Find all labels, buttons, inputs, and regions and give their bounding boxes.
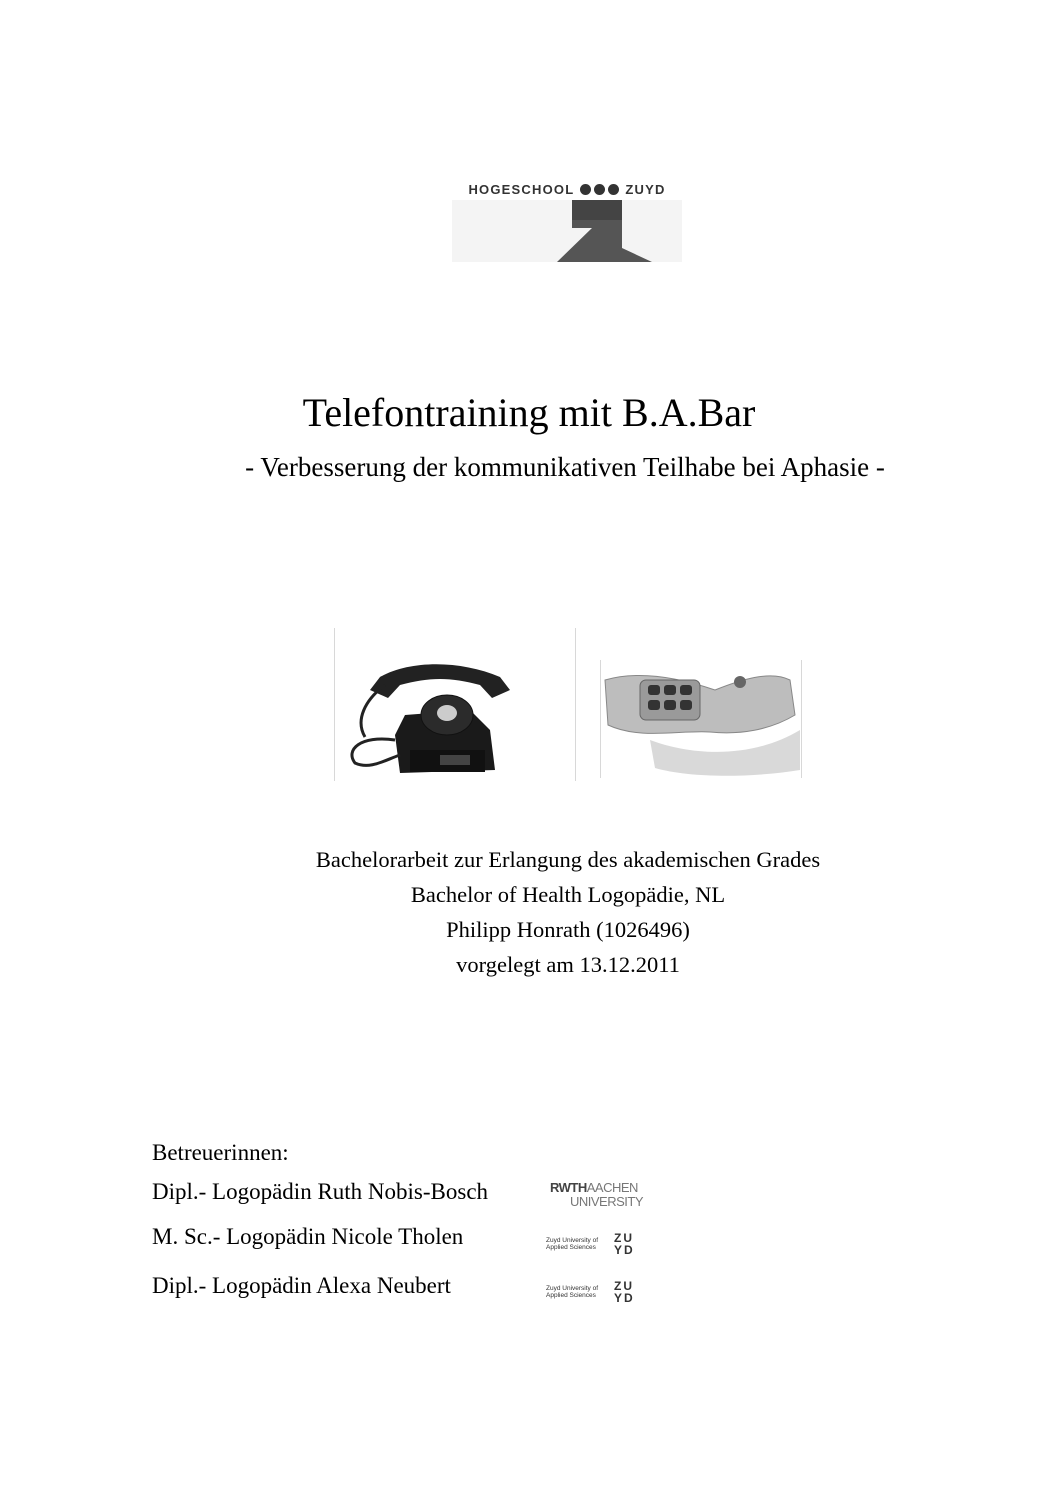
thesis-line-1: Bachelorarbeit zur Erlangung des akademischen Grades — [315, 847, 821, 872]
zuyd-logo-2 — [546, 1278, 641, 1306]
zuyd-logo-big-text: ZUYD — [614, 1231, 635, 1257]
hogeschool-zuyd-logo — [452, 178, 682, 262]
image-divider-left — [334, 628, 335, 781]
zuyd-z-shape-icon — [452, 200, 682, 262]
zuyd-logo-small-text: Zuyd University of Applied Sciences — [546, 1285, 599, 1299]
logo-wordmark — [452, 178, 682, 200]
rwth-logo-light: AACHEN — [586, 1180, 638, 1195]
logo-text-right: ZUYD — [625, 181, 666, 197]
image-divider-middle — [575, 628, 576, 781]
thesis-line-3: Philipp Honrath (1026496) — [446, 917, 690, 942]
logo-dots-icon — [580, 184, 619, 195]
zuyd-logo-big-text: ZUYD — [614, 1279, 635, 1305]
zuyd-logo-1 — [546, 1230, 641, 1258]
rotary-phone-icon — [340, 655, 540, 775]
document-title: Telefontraining mit B.A.Bar — [302, 390, 756, 435]
rwth-aachen-logo — [550, 1180, 644, 1211]
document-subtitle: - Verbesserung der kommunikativen Teilhabe bei Aphasie - — [245, 452, 885, 482]
supervisor-3: Dipl.- Logopädin Alexa Neubert — [152, 1273, 451, 1298]
rwth-logo-bold: RWTH — [550, 1180, 587, 1195]
thesis-line-2: Bachelor of Health Logopädie, NL — [410, 882, 726, 907]
thesis-line-4: vorgelegt am 13.12.2011 — [456, 952, 680, 977]
supervisors-heading: Betreuerinnen: — [152, 1140, 289, 1165]
logo-text-left: HOGESCHOOL — [468, 181, 575, 197]
thesis-info — [0, 842, 1058, 982]
image-divider-right-b — [801, 660, 802, 778]
handheld-device-icon — [600, 660, 800, 780]
supervisor-1: Dipl.- Logopädin Ruth Nobis-Bosch — [152, 1179, 489, 1204]
zuyd-logo-small-text: Zuyd University of Applied Sciences — [546, 1237, 599, 1251]
rwth-logo-university: UNIVERSITY — [570, 1194, 644, 1209]
supervisor-2: M. Sc.- Logopädin Nicole Tholen — [152, 1224, 464, 1249]
